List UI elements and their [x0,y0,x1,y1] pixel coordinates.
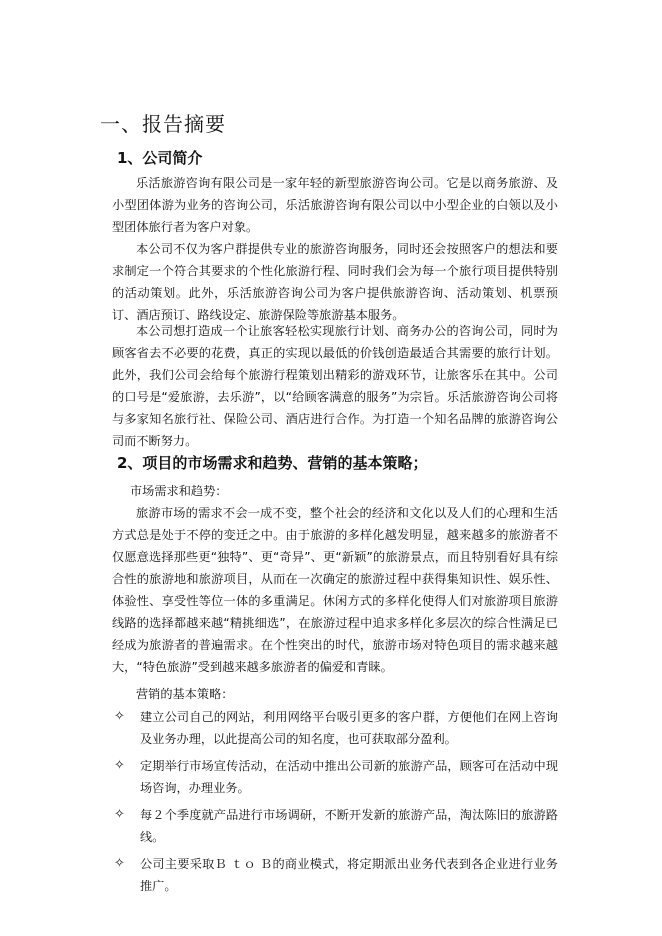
strategy-text: 公司主要采取Ｂ ｔｏ Ｂ的商业模式，将定期派出业务代表到各企业进行业务推广。 [140,857,558,893]
marketing-strategy-list [112,706,558,902]
strategy-list-item [112,804,558,848]
market-demand-paragraph: 旅游市场的需求不会一成不变，整个社会的经济和文化以及人们的心理和生活方式总是处于不停的变迁之中。由于旅游的多样化越发明显，越来越多的旅游者不仅愿意选择那些更“独特”、更“奇异”、更“新颖”的旅游景点，而且特别看好具有综合性的旅游地和旅游项目，从而在一次确定的旅游过程中获得集知识性、娱乐性、体验性、享受性等位一体的多重满足。休闲方式的多样化使得人们对旅游项目旅游线路的选择都越来越“精挑细选”，在旅游过程中追求多样化多层次的综合性满足已经成为旅游者的普遍需求。在个性突出的时代，旅游市场对特色项目的需求越来越大，“特色旅游”受到越来越多旅游者的偏爱和青睐。 [112,506,558,674]
strategy-text: 建立公司自己的网站，利用网络平台吸引更多的客户群，方便他们在网上咨询及业务办理，以此提高公司的知名度，也可获取部分盈利。 [140,710,558,746]
subsection-title-company-intro: 1、公司简介 [117,149,203,167]
diamond-bullet-icon: ✧ [114,709,125,724]
company-intro-paragraph-3: 本公司想打造成一个让旅客轻松实现旅行计划、商务办公的咨询公司，同时为顾客省去不必要的花费，真正的实现以最低的价钱创造最适合其需要的旅行计划。此外，我们公司会给每个旅游行程策划出精彩的游戏环节，让旅客乐在其中。公司的口号是“爱旅游，去乐游”，以“给顾客满意的服务”为宗旨。乐活旅游咨询公司将与多家知名旅行社、保险公司、酒店进行合作。为打造一个知名品牌的旅游咨询公司而不断努力。 [112,324,558,448]
market-demand-label: 市场需求和趋势： [130,484,228,498]
company-intro-paragraph-1: 乐活旅游咨询有限公司是一家年轻的新型旅游咨询公司。它是以商务旅游、及小型团体游为业务的咨询公司，乐活旅游咨询有限公司以中小型企业的白领以及小型团体旅行者为客户对象。 [112,176,558,234]
diamond-bullet-icon: ✧ [114,758,125,773]
strategy-text: 每２个季度就产品进行市场调研，不断开发新的旅游产品，淘汰陈旧的旅游路线。 [140,808,558,844]
company-intro-paragraph-2: 本公司不仅为客户群提供专业的旅游咨询服务，同时还会按照客户的想法和要求制定一个符合其要求的个性化旅游行程、同时我们会为每一个旅行项目提供特别的活动策划。此外，乐活旅游咨询公司为客户提供旅游咨询、活动策划、机票预订、酒店预订、路线设定、旅游保险等旅游基本服务。 [112,242,558,322]
marketing-strategy-label: 营销的基本策略： [136,687,234,701]
strategy-list-item [112,853,558,897]
section-title-report-summary: 一、报告摘要 [100,112,226,136]
strategy-list-item [112,706,558,750]
subsection-title-market-strategy: 2、项目的市场需求和趋势、营销的基本策略； [117,454,428,472]
strategy-list-item [112,755,558,799]
strategy-text: 定期举行市场宣传活动，在活动中推出公司新的旅游产品，顾客可在活动中现场咨询，办理业务。 [140,759,558,795]
diamond-bullet-icon: ✧ [114,856,125,871]
diamond-bullet-icon: ✧ [114,807,125,822]
